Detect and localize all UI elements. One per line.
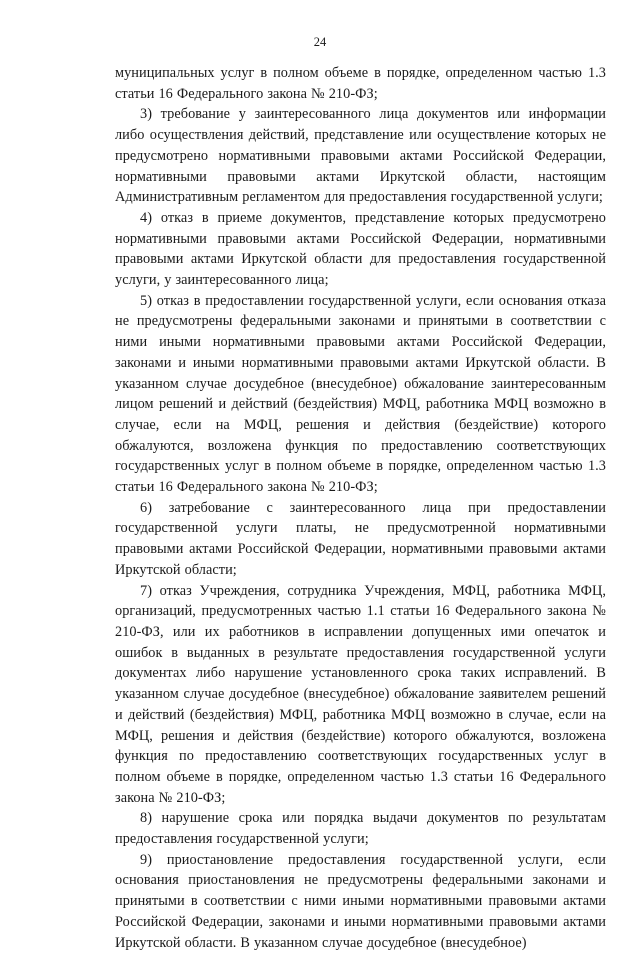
paragraph-continuation: муниципальных услуг в полном объеме в порядке, определенном частью 1.3 статьи 16 Федерального закона № 210-ФЗ; — [115, 65, 606, 102]
document-body — [115, 63, 606, 953]
page-number: 24 — [313, 35, 327, 49]
paragraph-item-6: 6) затребование с заинтересованного лица при предоставлении государственной услуги платы, не предусмотренной нормативными правовыми актами Российской Федерации, нормативными правовыми актами Иркутской области; — [115, 499, 606, 578]
paragraph-item-5: 5) отказ в предоставлении государственной услуги, если основания отказа не предусмотрены федеральными законами и принятыми в соответствии с ними иными нормативными правовыми актами Российской Федерации, законами и иными нормативными правовыми актами Иркутской области. В указанном случае досудебное (внесудебное) обжалование заинтересованным лицом решений и действий (бездействия) МФЦ, работника МФЦ возможно в случае, если на МФЦ, решения и действия (бездействие) которого обжалуются, возложена функция по предоставлению соответствующих государственных услуг в полном объеме в порядке, определенном частью 1.3 статьи 16 Федерального закона № 210-ФЗ; — [115, 292, 606, 496]
paragraph-item-3: 3) требование у заинтересованного лица документов или информации либо осуществления действий, представление или осуществление которых не предусмотрено нормативными правовыми актами Российской Федерации, нормативными правовыми актами Иркутской области, настоящим Административным регламентом для предоставления государственной услуги; — [115, 106, 606, 206]
paragraph-item-9: 9) приостановление предоставления государственной услуги, если основания приостановления не предусмотрены федеральными законами и принятыми в соответствии с ними иными нормативными правовыми актами Российской Федерации, законами и иными нормативными правовыми актами Иркутской области. В указанном случае досудебное (внесудебное) — [115, 851, 606, 951]
paragraph-item-4: 4) отказ в приеме документов, представление которых предусмотрено нормативными правовыми актами Российской Федерации, нормативными правовыми актами Иркутской области для предоставления государственной услуги, у заинтересованного лица; — [115, 209, 606, 289]
paragraph-item-8: 8) нарушение срока или порядка выдачи документов по результатам предоставления государственной услуги; — [115, 810, 606, 848]
paragraph-item-7: 7) отказ Учреждения, сотрудника Учреждения, МФЦ, работника МФЦ, организаций, предусмотренных частью 1.1 статьи 16 Федерального закона № 210-ФЗ, или их работников в исправлении допущенных ими опечаток и ошибок в выданных в результате предоставления государственной услуги документах либо нарушение установленного срока таких исправлений. В указанном случае досудебное (внесудебное) обжалование заявителем решений и действий (бездействия) МФЦ, работника МФЦ возможно в случае, если на МФЦ, решения и действия (бездействие) которого обжалуются, возложена функция по предоставлению соответствующих государственных услуг в полном объеме в порядке, определенном частью 1.3 статьи 16 Федерального закона № 210-ФЗ; — [115, 582, 606, 806]
